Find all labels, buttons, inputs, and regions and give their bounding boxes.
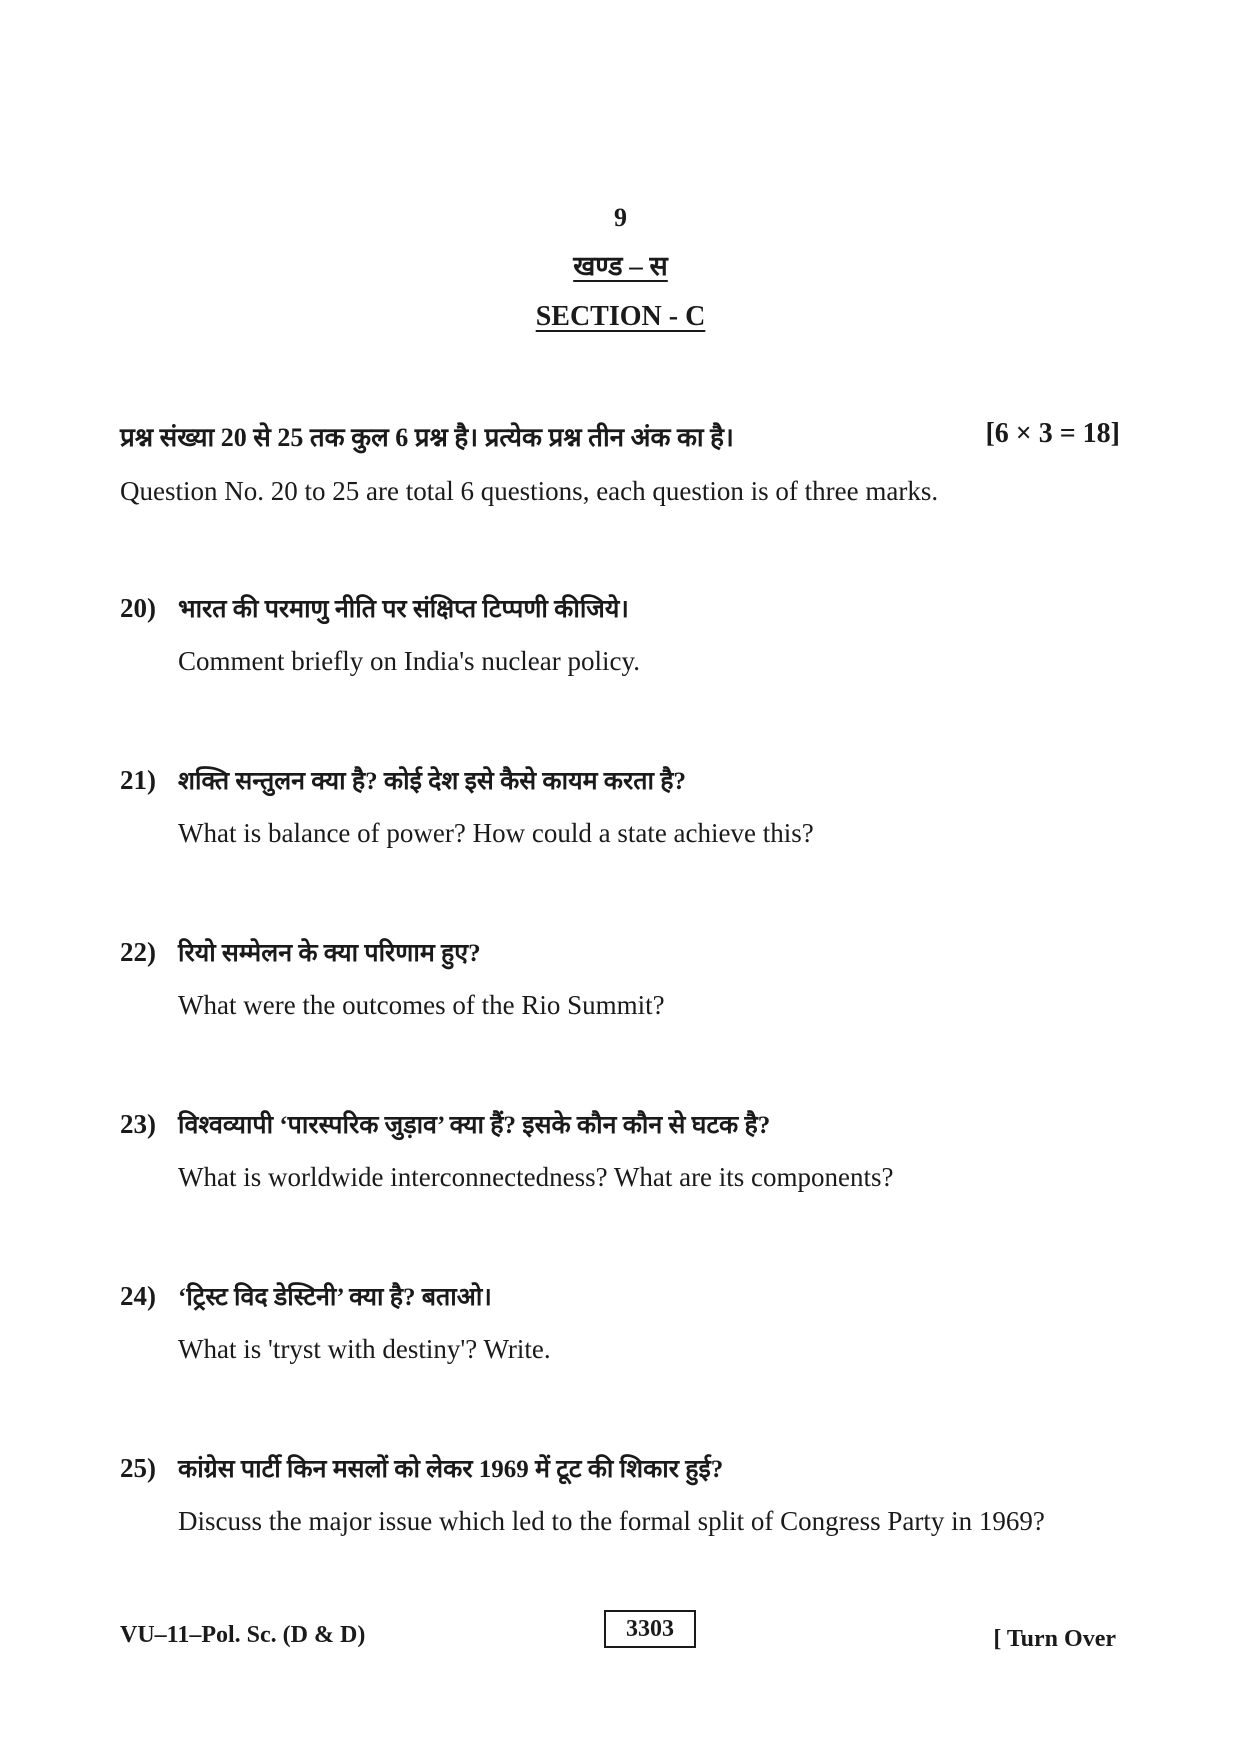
section-title-english: SECTION - C	[535, 301, 706, 332]
question-20	[120, 590, 1130, 677]
question-text-hindi: कांग्रेस पार्टी किन मसलों को लेकर 1969 में टूट की शिकार हुई?	[178, 1456, 724, 1483]
question-25	[120, 1450, 1130, 1537]
question-text-hindi: रियो सम्मेलन के क्या परिणाम हुए?	[178, 940, 481, 967]
question-number: 21)	[120, 765, 156, 795]
question-text-english: Discuss the major issue which led to the formal split of Congress Party in 1969?	[178, 1506, 1045, 1536]
question-text-english: Comment briefly on India's nuclear policy.	[178, 646, 640, 676]
paper-code: VU–11–Pol. Sc. (D & D)	[120, 1622, 366, 1648]
page-number: 9	[614, 203, 627, 232]
question-text-hindi: शक्ति सन्तुलन क्या है? कोई देश इसे कैसे कायम करता है?	[178, 768, 686, 795]
question-22	[120, 934, 1130, 1021]
instruction-hindi: प्रश्न संख्या 20 से 25 तक कुल 6 प्रश्न है। प्रत्येक प्रश्न तीन अंक का है।	[120, 423, 734, 452]
section-title-hindi: खण्ड – स	[573, 251, 668, 281]
instruction-english: Question No. 20 to 25 are total 6 questions, each question is of three marks.	[120, 476, 939, 506]
question-24	[120, 1278, 1130, 1365]
question-number: 24)	[120, 1281, 156, 1311]
question-text-english: What is worldwide interconnectedness? What are its components?	[178, 1162, 894, 1192]
question-text-hindi: विश्वव्यापी ‘पारस्परिक जुड़ाव’ क्या हैं? इसके कौन कौन से घटक है?	[178, 1112, 771, 1139]
question-text-english: What is 'tryst with destiny'? Write.	[178, 1334, 551, 1364]
marks-scheme: [6 × 3 = 18]	[985, 418, 1120, 449]
question-number: 22)	[120, 937, 156, 967]
turn-over-label: [ Turn Over	[993, 1626, 1116, 1652]
question-number: 23)	[120, 1109, 156, 1139]
question-23	[120, 1106, 1130, 1193]
question-number: 25)	[120, 1453, 156, 1483]
question-text-hindi: भारत की परमाणु नीति पर संक्षिप्त टिप्पणी कीजिये।	[178, 596, 629, 623]
question-text-english: What were the outcomes of the Rio Summit?	[178, 990, 665, 1020]
question-text-hindi: ‘ट्रिस्ट विद डेस्टिनी’ क्या है? बताओ।	[178, 1284, 492, 1311]
question-text-english: What is balance of power? How could a state achieve this?	[178, 818, 814, 848]
booklet-code-box: 3303	[604, 1610, 696, 1648]
question-21	[120, 762, 1130, 849]
question-number: 20)	[120, 593, 156, 623]
